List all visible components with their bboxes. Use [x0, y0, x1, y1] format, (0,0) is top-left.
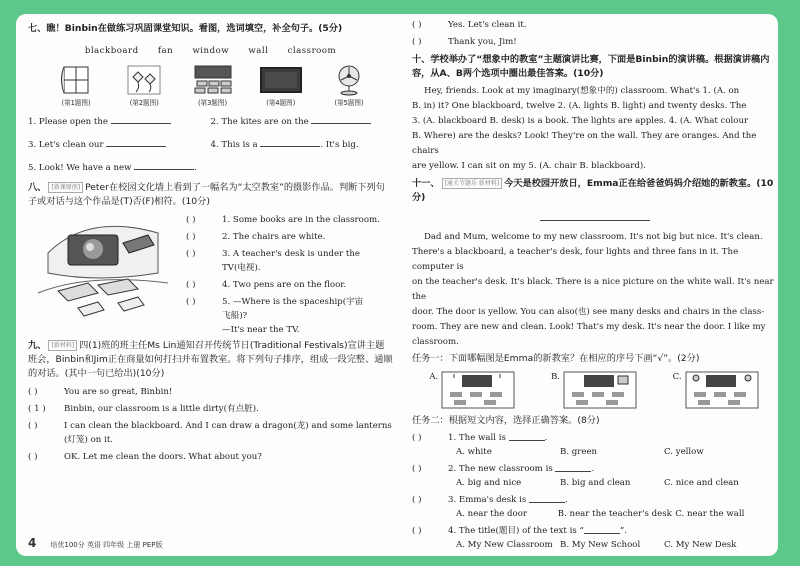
classroom-a-icon: [440, 370, 516, 410]
s9-line-3b: (灯笼) on it.: [64, 435, 113, 445]
left-column: [28, 22, 393, 464]
s7-q3-blank[interactable]: [106, 137, 166, 147]
s7-q4: 4. This is a: [210, 140, 258, 150]
word-3: window: [192, 46, 230, 56]
task-1-pictures: [412, 370, 777, 410]
task-2-title: 任务二：根据短文内容，选择正确答案。(8分): [412, 415, 600, 426]
t2-q2-options: [412, 476, 777, 490]
space-classroom-photo: [28, 213, 178, 337]
s8-item-4: 4. Two pens are on the floor.: [222, 280, 347, 290]
picture-4: [259, 64, 303, 108]
t2-q4: 4. The title(题目) of the text is: [448, 526, 577, 536]
t2-q1-options: [412, 445, 777, 459]
t2-q2-opt-a[interactable]: A. big and nice: [456, 478, 522, 488]
s7-q1-blank[interactable]: [111, 114, 171, 124]
option-b-label: B.: [550, 372, 560, 382]
s11-line-2: There's a blackboard, a teacher's desk, four lights and three fans in it. The computer is: [412, 247, 739, 272]
t2-q1-opt-b[interactable]: B. green: [560, 447, 598, 457]
section-8-tag: [新课原创]: [48, 182, 83, 193]
option-b-picture[interactable]: [551, 370, 638, 410]
section-8-num: 八、: [28, 182, 47, 193]
t2-q1-blank: [509, 431, 545, 441]
picture-2: [122, 64, 166, 108]
section-9-title: [28, 339, 393, 381]
t2-q4-opt-c[interactable]: C. My New Desk: [664, 540, 737, 550]
s9-line-6: Yes. Let's clean it.: [448, 20, 527, 30]
s8-item-5: 5. —Where is the spaceship(宇宙: [222, 297, 364, 307]
s10-line-1: Hey, friends. Look at my imaginary(想象中的) classroom. What's 1. (A. on: [424, 86, 740, 96]
word-bank: [28, 44, 393, 58]
t2-q2-blank: [555, 462, 591, 472]
section-11-tag: [通关节题乐·新材料]: [442, 178, 503, 189]
s10-line-3: 3. (A. blackboard B. desk) is a book. The lights are apples. 4. (A. What colour: [412, 116, 749, 126]
t2-q3-opt-a[interactable]: A. near the door: [456, 509, 528, 519]
s11-title-blank[interactable]: [540, 211, 650, 221]
fan-icon: [329, 64, 369, 96]
option-c-label: C.: [672, 372, 682, 382]
picture-row: [28, 64, 393, 108]
s9-mark-1[interactable]: ( ): [28, 387, 38, 397]
s8-item-5b: 飞船)?: [222, 311, 248, 321]
s8-item-3: 3. A teacher's desk is under the: [222, 249, 360, 259]
option-c-picture[interactable]: [673, 370, 760, 410]
section-11-text: 今天是校园开放日，Emma正在给爸爸妈妈介绍她的新教室。(10分): [412, 178, 774, 203]
picture-3: [191, 64, 235, 108]
t2-answer-2[interactable]: ( ): [412, 464, 422, 474]
s8-answer-3[interactable]: ( ): [186, 249, 196, 259]
kite-icon: [124, 64, 164, 96]
s8-answer-5[interactable]: ( ): [186, 297, 196, 307]
s9-line-2: Binbin, our classroom is a little dirty(有点脏).: [64, 404, 259, 414]
t2-q3: 3. Emma's desk is: [448, 495, 527, 505]
s10-line-4: B. Where) are the desks? Look! They're on the wall. They are oranges. And the chairs: [412, 131, 757, 156]
section-11-num: 十一、: [412, 178, 440, 189]
word-2: fan: [157, 46, 174, 56]
right-column: [412, 18, 777, 552]
s8-answer-1[interactable]: ( ): [186, 215, 196, 225]
s11-line-6: classroom.: [412, 337, 459, 347]
classroom-b-icon: [562, 370, 638, 410]
s8-item-2: 2. The chairs are white.: [222, 232, 326, 242]
s8-item-5c: —It's near the TV.: [222, 325, 300, 335]
t2-answer-1[interactable]: ( ): [412, 433, 422, 443]
s7-q5-end: .: [194, 163, 197, 173]
picture-1: [54, 64, 98, 108]
s7-q5: 5. Look! We have a new: [28, 163, 132, 173]
s11-line-4: door. The door is yellow. You can also(也) see many desks and chairs in the class-: [412, 307, 765, 317]
page-number: 4: [28, 536, 37, 550]
s7-q3: 3. Let's clean our: [28, 140, 104, 150]
word-5: classroom: [287, 46, 337, 56]
classroom-icon: [191, 64, 235, 96]
caption-4: (第4题图): [266, 99, 296, 107]
section-10-passage: [412, 84, 777, 174]
t2-q4-blank: [584, 524, 620, 534]
s8-item-1: 1. Some books are in the classroom.: [222, 215, 380, 225]
s9-mark-3[interactable]: ( ): [28, 421, 38, 431]
t2-q2-opt-b[interactable]: B. big and clean: [560, 478, 631, 488]
s11-line-5: room. They are new and clean. Look! That's my desk. It's near the door. I like my: [412, 322, 766, 332]
s10-line-5: are yellow. I can sit on my 5. (A. chair B. blackboard).: [412, 161, 646, 171]
t2-q2-opt-c[interactable]: C. nice and clean: [664, 478, 739, 488]
s9-mark-7[interactable]: ( ): [412, 37, 422, 47]
section-11-passage: [412, 230, 777, 350]
t2-q2: 2. The new classroom is: [448, 464, 553, 474]
s9-line-5: OK. Let me clean the doors. What about you?: [64, 452, 262, 462]
classroom-c-icon: [684, 370, 760, 410]
task-2-questions: ( ) 1. The wall is . A. white B. green C. yellow ( ) 2. The new classroom is . A. big and nice B. big and clean C. nice and clean ( ) 3. Emma's desk is . A. near the door B. near the teacher's desk C. near the wall ( ) 4. The title(题目) of the text is “ ”. A. My New Classroom B. My New School C. My New Desk: [412, 431, 777, 552]
s9-mark-6[interactable]: ( ): [412, 20, 422, 30]
t2-q1: 1. The wall is: [448, 433, 506, 443]
task-1-title: 任务一：下面哪幅图是Emma的新教室？在相应的序号下画“√”。(2分): [412, 353, 700, 364]
t2-q1-opt-c[interactable]: C. yellow: [664, 447, 704, 457]
space-classroom-illustration: [28, 213, 178, 321]
section-8-text: Peter在校园文化墙上看到了一幅名为“太空教室”的摄影作品。判断下列句子或对话与这个作品是(T)否(F)相符。(10分): [28, 182, 385, 207]
s7-q1: 1. Please open the: [28, 117, 108, 127]
option-a-picture[interactable]: [429, 370, 516, 410]
s9-line-7: Thank you, Jim!: [448, 37, 517, 47]
footer-text: 培优100分 英语 四年级 上册 PEP版: [50, 541, 163, 549]
option-a-label: A.: [429, 372, 439, 382]
s9-line-1: You are so great, Binbin!: [64, 387, 173, 397]
caption-5: (第5题图): [334, 99, 364, 107]
s7-q4-end: . It's big.: [320, 140, 359, 150]
caption-1: (第1题图): [61, 99, 91, 107]
section-9-text: 四(1)班的班主任Ms Lin通知召开传统节日(Traditional Festivals)宣讲主题班会，Binbin和Jim正在商量如何打扫并布置教室。将下列句子排序，组成一段完整、通顺的对话。(其中一句已给出)(10分): [28, 340, 393, 379]
t2-q3-options: [412, 507, 777, 521]
section-10-title: 十、学校举办了“想象中的教室”主题演讲比赛，下面是Binbin的演讲稿。根据演讲稿内容，从A、B两个选项中圈出最佳答案。(10分): [412, 54, 770, 79]
window-icon: [56, 64, 96, 96]
s9-line-3: I can clean the blackboard. And I can draw a dragon(龙) and some lanterns: [64, 421, 392, 431]
s7-q5-blank[interactable]: [134, 160, 194, 170]
t2-answer-3[interactable]: ( ): [412, 495, 422, 505]
section-11-title: [412, 177, 777, 205]
s8-answer-4[interactable]: ( ): [186, 280, 196, 290]
blackboard-icon: [259, 64, 303, 96]
s7-q2: 2. The kites are on the: [210, 117, 309, 127]
t2-q4-opt-a[interactable]: A. My New Classroom: [456, 540, 553, 550]
t2-q3-opt-c[interactable]: C. near the wall: [675, 509, 745, 519]
caption-2: (第2题图): [129, 99, 159, 107]
s7-q4-blank[interactable]: [260, 137, 320, 147]
s11-line-1: Dad and Mum, welcome to my new classroom. It's not big but nice. It's clean.: [424, 232, 763, 242]
t2-q3-opt-b[interactable]: B. near the teacher's desk: [557, 509, 672, 519]
footer: [28, 536, 163, 550]
caption-3: (第3题图): [197, 99, 228, 107]
s9-mark-2: ( 1 ): [28, 404, 46, 414]
section-7-title: 七、瞧！Binbin在做练习巩固课堂知识。看图，选词填空，补全句子。(5分): [28, 23, 343, 34]
t2-q4-opt-b[interactable]: B. My New School: [560, 540, 641, 550]
s11-line-3: on the teacher's desk. It's black. There is a nice picture on the white wall. It's near the: [412, 277, 774, 302]
s8-item-3b: TV(电视).: [222, 263, 261, 273]
t2-q1-opt-a[interactable]: A. white: [456, 447, 492, 457]
s7-q2-blank[interactable]: [311, 114, 371, 124]
s10-line-2: B. in) it? One blackboard, twelve 2. (A. lights B. light) and twenty desks. The: [412, 101, 747, 111]
section-9-num: 九、: [28, 340, 47, 351]
t2-q4-options: [412, 538, 777, 552]
word-1: blackboard: [84, 46, 139, 56]
t2-q3-blank: [529, 493, 565, 503]
s9-mark-5[interactable]: ( ): [28, 452, 38, 462]
word-4: wall: [248, 46, 269, 56]
section-9-tag: [新材料]: [48, 340, 77, 351]
section-8-title: [28, 181, 393, 209]
picture-5: [327, 64, 371, 108]
t2-answer-4[interactable]: ( ): [412, 526, 422, 536]
s8-answer-2[interactable]: ( ): [186, 232, 196, 242]
